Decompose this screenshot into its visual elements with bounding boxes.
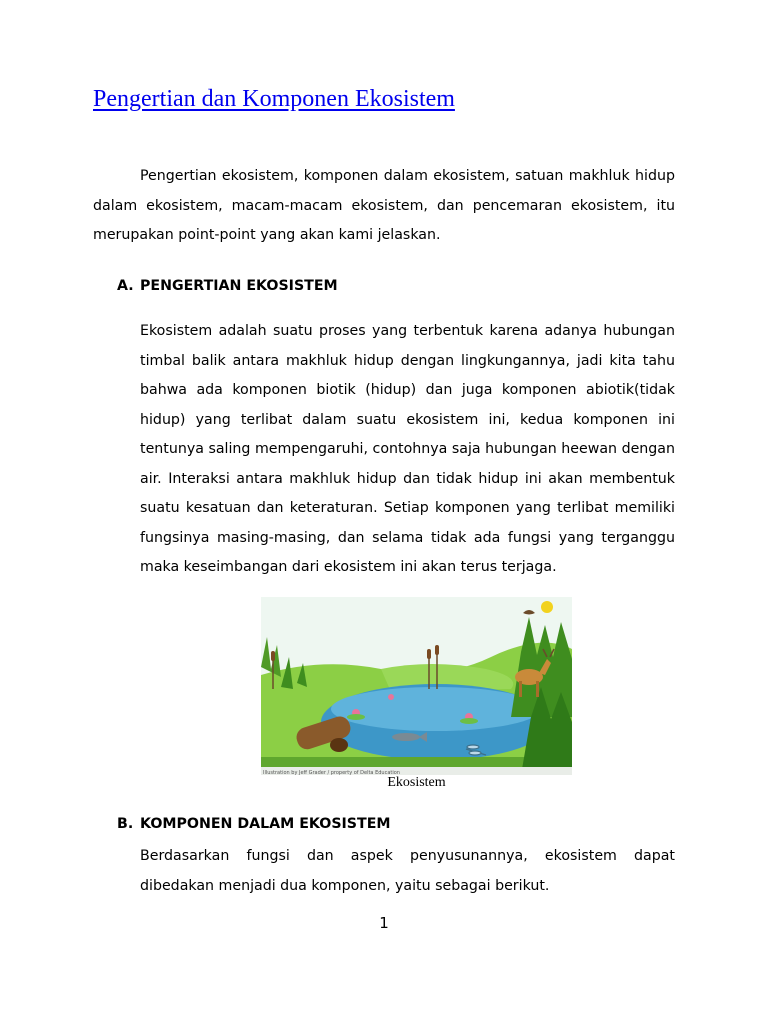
section-b-title: KOMPONEN DALAM EKOSISTEM [140,816,391,832]
figure-caption: Ekosistem [387,775,446,790]
sun-icon [541,601,553,613]
document-title[interactable]: Pengertian dan Komponen Ekosistem [93,86,455,112]
section-a-title: PENGERTIAN EKOSISTEM [140,278,338,294]
section-a-letter: A. [117,278,134,294]
page-number: 1 [379,914,389,932]
section-b-letter: B. [117,816,134,832]
ecosystem-illustration [261,597,572,775]
section-b-paragraph: Berdasarkan fungsi dan aspek penyusunannya, ekosistem dapat dibedakan menjadi dua komponen, yaitu sebagai berikut. [140,848,675,894]
section-a-paragraph: Ekosistem adalah suatu proses yang terbentuk karena adanya hubungan timbal balik antara makhluk hidup dengan lingkungannya, jadi kita tahu bahwa ada komponen biotik (hidup) dan juga komponen abiotik(tidak hidup) yang terlibat dalam suatu ekosistem ini, kedua komponen ini tentunya saling mempengaruhi, contohnya saja hubungan heewan dengan air. Interaksi antara makhluk hidup dan tidak hidup ini akan membentuk suatu kesatuan dan keteraturan. Setiap komponen yang terlibat memiliki fungsinya masing-masing, dan selama tidak ada fungsi yang terganggu maka keseimbangan dari ekosistem ini akan terus terjaga. [140,323,675,575]
section-b-heading [117,816,391,832]
section-a-heading [117,278,338,294]
intro-paragraph: Pengertian ekosistem, komponen dalam ekosistem, satuan makhluk hidup dalam ekosistem, macam-macam ekosistem, dan pencemaran ekosistem, itu merupakan point-point yang akan kami jelaskan. [93,168,675,243]
illustration-credit: Illustration by Jeff Grader / property of Delta Education [263,770,400,775]
